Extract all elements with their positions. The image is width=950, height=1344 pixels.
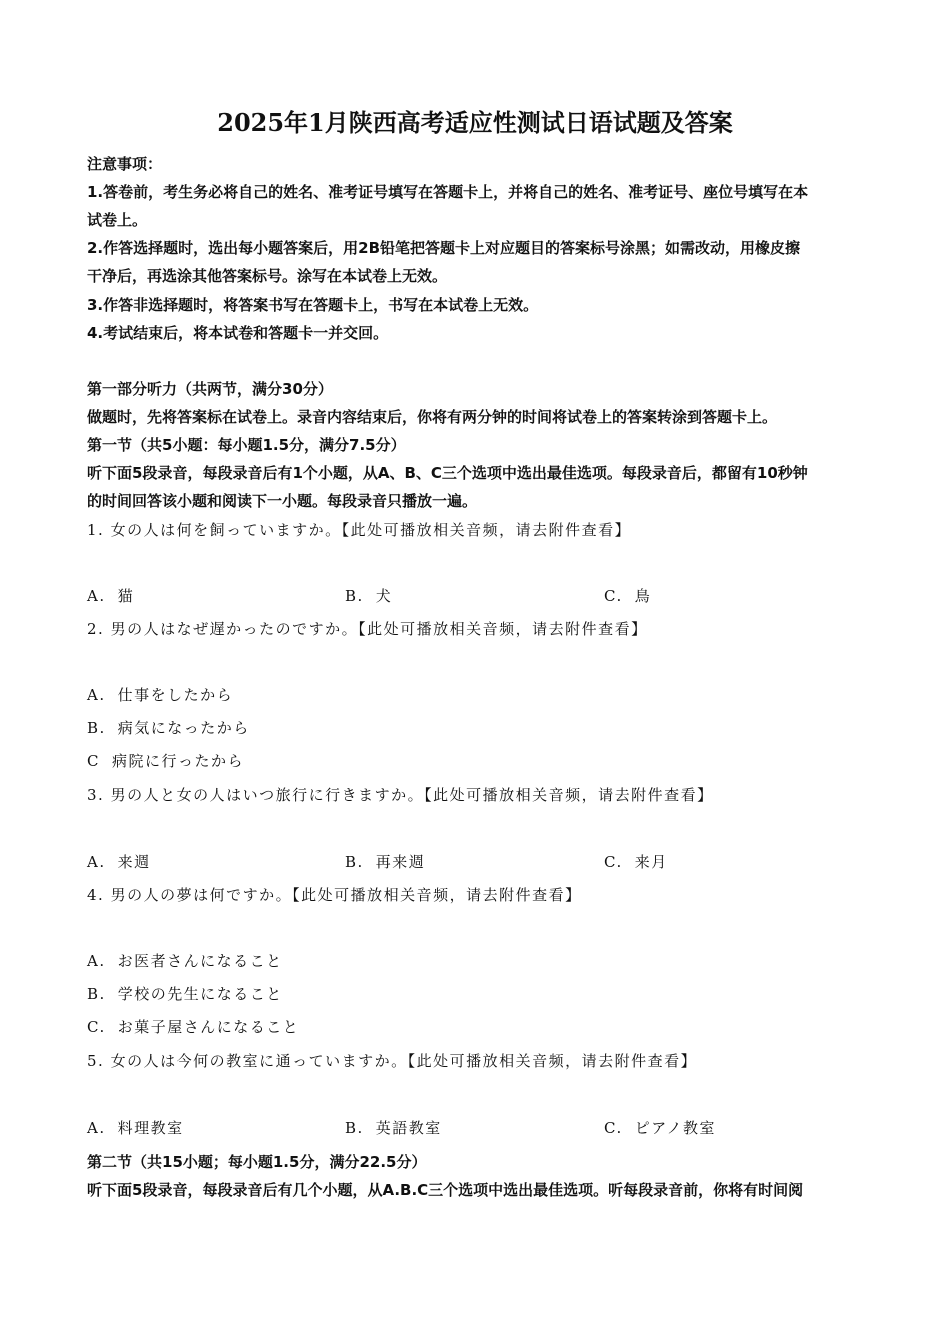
option-b[interactable] — [345, 582, 392, 610]
option-letter: B. — [345, 853, 364, 871]
option-text: お菓子屋さんになること — [117, 1018, 300, 1036]
question-stem: 1. 女の人は何を飼っていますか。【此处可播放相关音频，请去附件查看】 — [87, 521, 632, 539]
part1-heading: 第一部分听力（共两节，满分30分） — [87, 380, 333, 398]
question-stem: 4. 男の人の夢は何ですか。【此处可播放相关音频，请去附件查看】 — [87, 886, 582, 904]
question-stem: 3. 男の人と女の人はいつ旅行に行きますか。【此处可播放相关音频，请去附件查看】 — [87, 786, 714, 804]
notice-item: 试卷上。 — [87, 211, 148, 229]
option-text: 病院に行ったから — [111, 752, 244, 770]
section1-heading: 第一节（共5小题：每小题1.5分，满分7.5分） — [87, 436, 406, 454]
option-letter: A. — [87, 952, 106, 970]
notice-item: 干净后，再选涂其他答案标号。涂写在本试卷上无效。 — [87, 267, 448, 285]
option-c[interactable] — [604, 848, 668, 876]
option-letter: A. — [87, 686, 106, 704]
option-a[interactable] — [87, 848, 151, 876]
section1-instruction: 听下面5段录音，每段录音后有1个小题，从A、B、C三个选项中选出最佳选项。每段录音后，都留有10秒钟 — [87, 464, 808, 482]
option-a[interactable] — [87, 1114, 184, 1142]
option-c[interactable] — [87, 1013, 867, 1041]
option-letter: C. — [604, 587, 623, 605]
option-b[interactable] — [87, 714, 867, 742]
option-letter: A. — [87, 587, 106, 605]
section2-instruction: 听下面5段录音，每段录音后有几个小题，从A.B.C三个选项中选出最佳选项。听每段录音前，你将有时间阅 — [87, 1181, 804, 1199]
option-text: 犬 — [375, 587, 393, 605]
option-a[interactable] — [87, 681, 867, 709]
option-letter: A. — [87, 1119, 106, 1137]
option-text: 仕事をしたから — [117, 686, 234, 704]
option-text: 病気になったから — [117, 719, 250, 737]
option-text: 再来週 — [375, 853, 426, 871]
question-stem: 2. 男の人はなぜ遅かったのですか。【此处可播放相关音频，请去附件查看】 — [87, 620, 648, 638]
option-letter: C. — [604, 853, 623, 871]
option-text: 来月 — [634, 853, 668, 871]
notice-item: 4.考试结束后，将本试卷和答题卡一并交回。 — [87, 324, 389, 342]
option-text: 来週 — [117, 853, 151, 871]
option-text: 英語教室 — [375, 1119, 442, 1137]
option-letter: C — [87, 752, 100, 770]
option-a[interactable] — [87, 582, 134, 610]
notice-heading: 注意事项： — [87, 155, 163, 173]
notice-item: 2.作答选择题时，选出每小题答案后，用2B铅笔把答题卡上对应题目的答案标号涂黑；如需改动，用橡皮擦 — [87, 239, 801, 257]
notice-item: 1.答卷前，考生务必将自己的姓名、准考证号填写在答题卡上，并将自己的姓名、准考证号、座位号填写在本 — [87, 183, 809, 201]
option-letter: B. — [87, 985, 106, 1003]
option-letter: C. — [604, 1119, 623, 1137]
option-text: 猫 — [117, 587, 135, 605]
option-text: お医者さんになること — [117, 952, 283, 970]
option-b[interactable] — [345, 848, 425, 876]
notice-item: 3.作答非选择题时，将答案书写在答题卡上，书写在本试卷上无效。 — [87, 296, 539, 314]
option-letter: B. — [345, 1119, 364, 1137]
option-text: 学校の先生になること — [117, 985, 283, 1003]
section2-heading: 第二节（共15小题；每小题1.5分，满分22.5分） — [87, 1153, 427, 1171]
option-text: 料理教室 — [117, 1119, 184, 1137]
option-letter: C. — [87, 1018, 106, 1036]
option-text: ピアノ教室 — [634, 1119, 717, 1137]
option-b[interactable] — [345, 1114, 442, 1142]
option-c[interactable] — [87, 747, 867, 775]
option-letter: B. — [87, 719, 106, 737]
option-text: 鳥 — [634, 587, 652, 605]
option-c[interactable] — [604, 582, 651, 610]
option-c[interactable] — [604, 1114, 716, 1142]
part1-instruction: 做题时，先将答案标在试卷上。录音内容结束后，你将有两分钟的时间将试卷上的答案转涂到答题卡上。 — [87, 408, 778, 426]
section1-instruction: 的时间回答该小题和阅读下一小题。每段录音只播放一遍。 — [87, 492, 478, 510]
question-stem: 5. 女の人は今何の教室に通っていますか。【此处可播放相关音频，请去附件查看】 — [87, 1052, 698, 1070]
option-b[interactable] — [87, 980, 867, 1008]
page-title: 2025年1月陕西高考适应性测试日语试题及答案 — [217, 108, 733, 137]
option-a[interactable] — [87, 947, 867, 975]
option-letter: B. — [345, 587, 364, 605]
option-letter: A. — [87, 853, 106, 871]
